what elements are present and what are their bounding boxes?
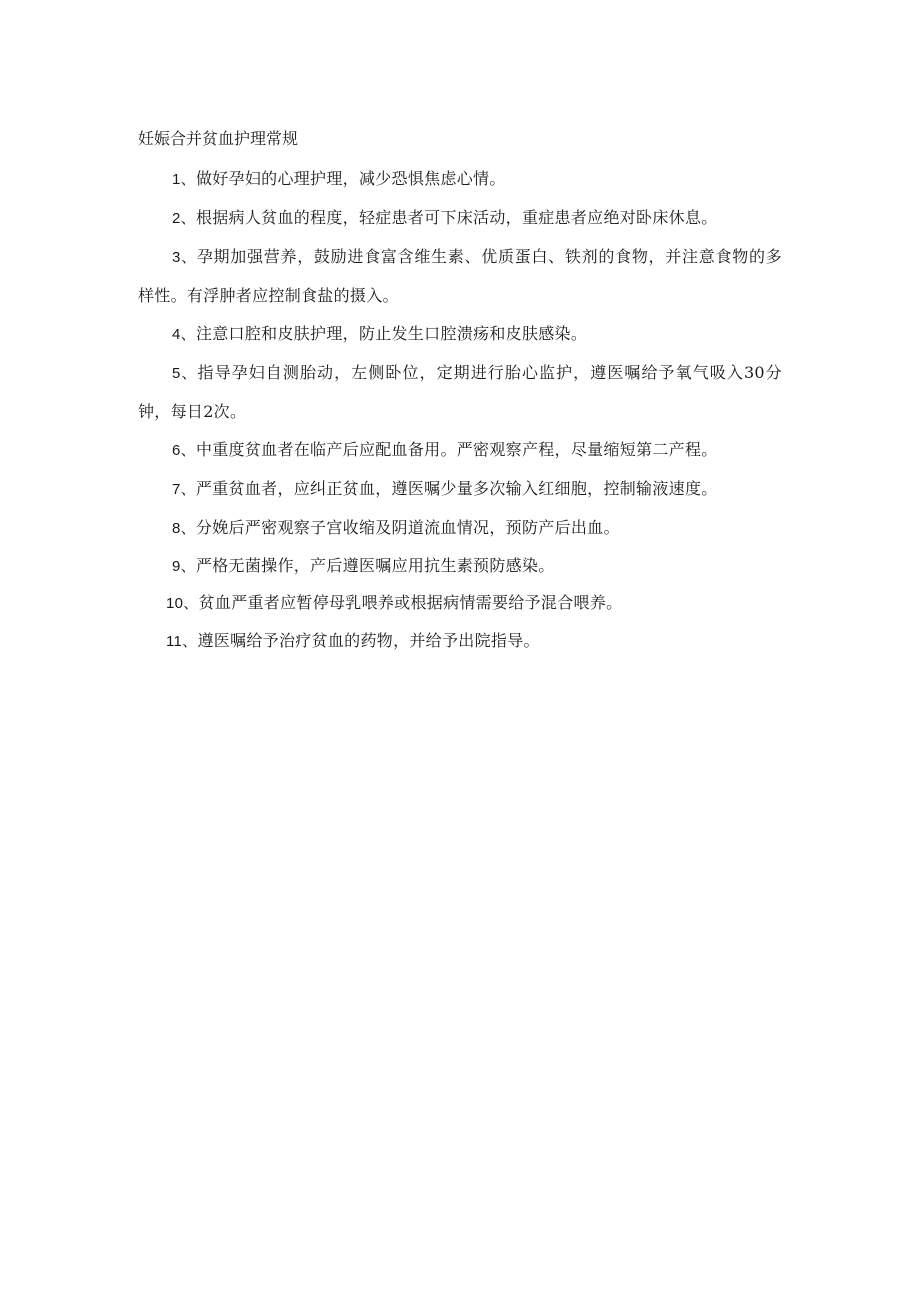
care-item-list <box>138 160 782 661</box>
care-item-text: 分娩后严密观察子宫收缩及阴道流血情况，预防产后出血。 <box>195 518 620 537</box>
care-item-6 <box>138 431 782 470</box>
care-item-text: 中重度贫血者在临产后应配血备用。严密观察产程，尽量缩短第二产程。 <box>195 440 718 459</box>
care-item-number: 3、 <box>172 249 197 266</box>
care-item-text: 遵医嘱给予治疗贫血的药物，并给予出院指导。 <box>197 631 540 650</box>
care-item-text: 根据病人贫血的程度，轻症患者可下床活动，重症患者应绝对卧床休息。 <box>195 208 718 227</box>
care-item-number: 5、 <box>172 365 198 382</box>
care-item-number: 4、 <box>172 326 196 343</box>
care-item-text: 做好孕妇的心理护理，减少恐惧焦虑心情。 <box>195 169 506 188</box>
care-item-10 <box>138 585 782 622</box>
care-item-4 <box>138 315 782 354</box>
care-item-number: 11、 <box>166 633 198 650</box>
care-item-text: 注意口腔和皮肤护理，防止发生口腔溃疡和皮肤感染。 <box>195 324 588 343</box>
care-item-9 <box>138 548 782 585</box>
care-item-5 <box>138 354 782 431</box>
document-title: 妊娠合并贫血护理常规 <box>138 129 299 148</box>
care-item-number: 6、 <box>172 442 196 459</box>
care-item-number: 8、 <box>172 520 196 537</box>
care-item-text: 孕期加强营养，鼓励进食富含维生素、优质蛋白、铁剂的食物，并注意食物的多样性。有浮肿者应控制食盐的摄入。 <box>138 247 782 305</box>
care-item-2 <box>138 199 782 238</box>
care-item-number: 10、 <box>166 595 199 612</box>
care-item-11 <box>138 622 782 661</box>
care-item-number: 1、 <box>172 171 196 188</box>
care-item-1 <box>138 160 782 199</box>
care-item-3 <box>138 238 782 315</box>
care-item-number: 2、 <box>172 210 196 227</box>
care-item-number: 7、 <box>172 481 196 498</box>
care-item-text: 严重贫血者，应纠正贫血，遵医嘱少量多次输入红细胞，控制输液速度。 <box>195 479 718 498</box>
care-item-text: 贫血严重者应暂停母乳喂养或根据病情需要给予混合喂养。 <box>198 593 623 612</box>
care-item-8 <box>138 509 782 548</box>
care-item-7 <box>138 470 782 509</box>
care-item-number: 9、 <box>172 558 196 575</box>
care-item-text: 严格无菌操作，产后遵医嘱应用抗生素预防感染。 <box>195 556 555 575</box>
care-item-text: 指导孕妇自测胎动，左侧卧位，定期进行胎心监护，遵医嘱给予氧气吸入30分钟，每日2次。 <box>138 363 782 421</box>
